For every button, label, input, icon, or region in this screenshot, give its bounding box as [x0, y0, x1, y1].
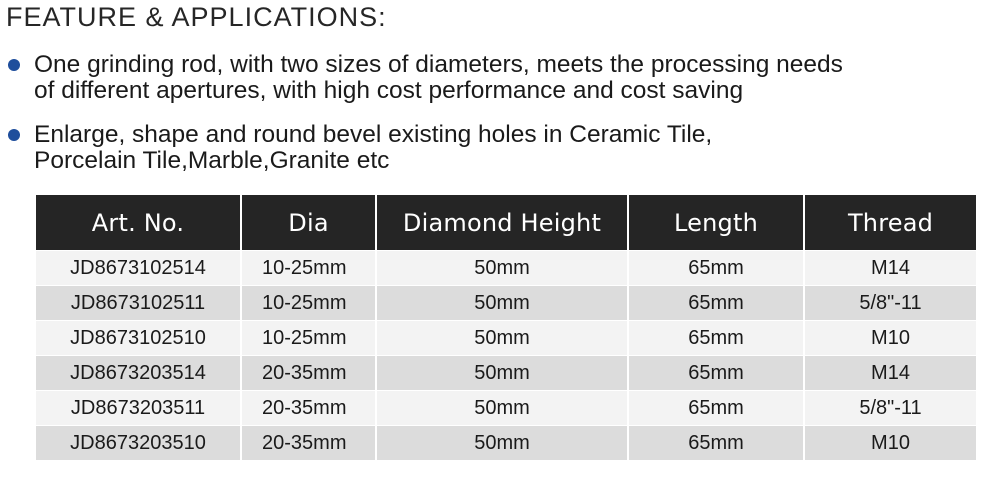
page-title: FEATURE & APPLICATIONS:: [6, 2, 387, 32]
cell-diamond-height: 50mm: [376, 321, 628, 356]
cell-art-no: JD8673102510: [36, 321, 241, 356]
cell-thread: 5/8"-11: [804, 286, 976, 321]
cell-dia: 10-25mm: [241, 251, 376, 286]
cell-diamond-height: 50mm: [376, 286, 628, 321]
cell-art-no: JD8673203510: [36, 426, 241, 461]
cell-diamond-height: 50mm: [376, 426, 628, 461]
table-row: [36, 391, 976, 426]
column-header-thread: Thread: [804, 195, 976, 251]
cell-dia: 10-25mm: [241, 286, 376, 321]
cell-length: 65mm: [628, 356, 804, 391]
feature-item: [0, 52, 981, 104]
bullet-icon: [8, 129, 20, 141]
table-row: [36, 356, 976, 391]
table-row: [36, 426, 976, 461]
cell-dia: 20-35mm: [241, 426, 376, 461]
cell-art-no: JD8673102514: [36, 251, 241, 286]
cell-art-no: JD8673203514: [36, 356, 241, 391]
column-header-diamond-height: Diamond Height: [376, 195, 628, 251]
table-row: [36, 251, 976, 286]
cell-length: 65mm: [628, 286, 804, 321]
cell-thread: M14: [804, 251, 976, 286]
table-row: [36, 321, 976, 356]
cell-thread: 5/8"-11: [804, 391, 976, 426]
cell-art-no: JD8673203511: [36, 391, 241, 426]
cell-dia: 10-25mm: [241, 321, 376, 356]
column-header-length: Length: [628, 195, 804, 251]
spec-table: [36, 195, 976, 460]
cell-diamond-height: 50mm: [376, 391, 628, 426]
cell-length: 65mm: [628, 391, 804, 426]
cell-length: 65mm: [628, 321, 804, 356]
bullet-icon: [8, 59, 20, 71]
feature-list: [0, 52, 981, 174]
cell-diamond-height: 50mm: [376, 251, 628, 286]
feature-text-line: One grinding rod, with two sizes of diameters, meets the processing needs: [34, 51, 843, 78]
feature-text-line: of different apertures, with high cost performance and cost saving: [34, 77, 744, 104]
cell-length: 65mm: [628, 251, 804, 286]
cell-dia: 20-35mm: [241, 391, 376, 426]
column-header-dia: Dia: [241, 195, 376, 251]
cell-diamond-height: 50mm: [376, 356, 628, 391]
cell-dia: 20-35mm: [241, 356, 376, 391]
cell-art-no: JD8673102511: [36, 286, 241, 321]
cell-thread: M10: [804, 426, 976, 461]
cell-thread: M14: [804, 356, 976, 391]
cell-thread: M10: [804, 321, 976, 356]
table-header-row: [36, 195, 976, 251]
feature-text-line: Enlarge, shape and round bevel existing holes in Ceramic Tile,: [34, 121, 713, 148]
column-header-art-no: Art. No.: [36, 195, 241, 251]
feature-item: [0, 122, 981, 174]
table-row: [36, 286, 976, 321]
cell-length: 65mm: [628, 426, 804, 461]
feature-text-line: Porcelain Tile,Marble,Granite etc: [34, 147, 390, 174]
